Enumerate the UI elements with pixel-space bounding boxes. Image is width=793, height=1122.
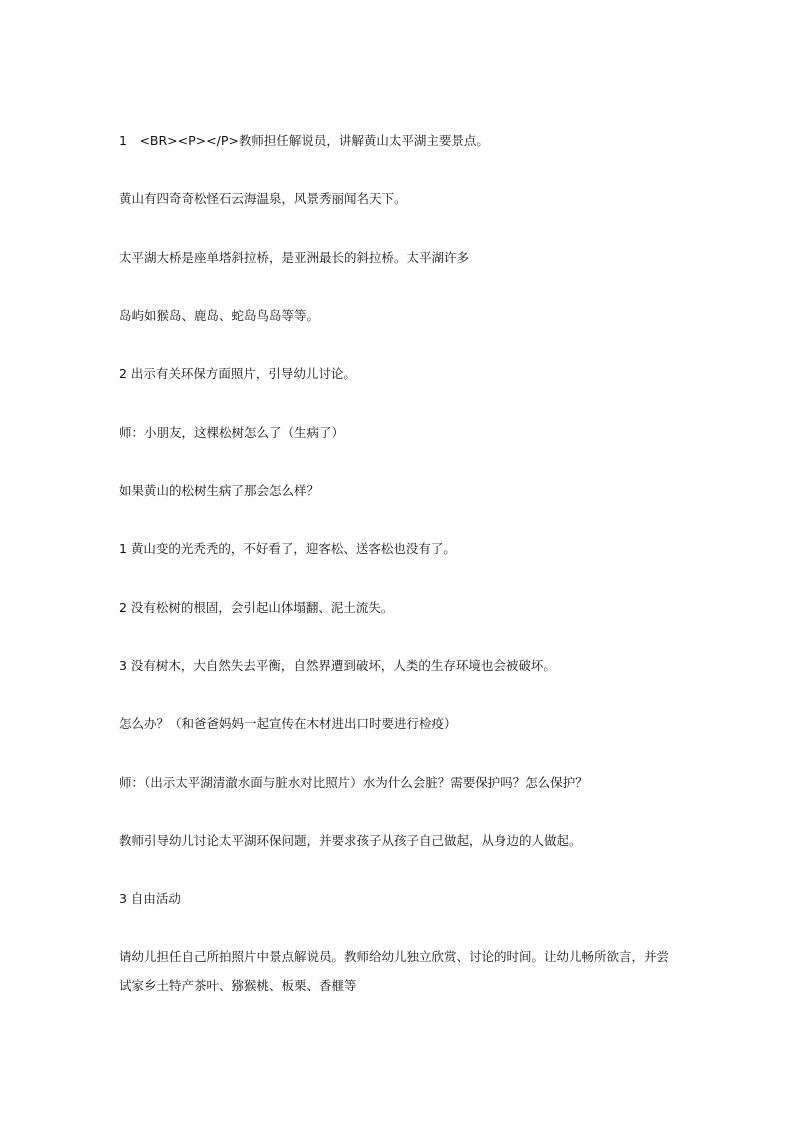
paragraph-12: 师：（出示太平湖清澈水面与脏水对比照片）水为什么会脏？需要保护吗？怎么保护？: [119, 775, 588, 790]
paragraph-6: 师：小朋友，这棵松树怎么了（生病了）: [119, 425, 345, 440]
paragraph-1: 1 <BR><P></P>教师担任解说员，讲解黄山太平湖主要景点。: [119, 133, 489, 148]
paragraph-9: 2 没有松树的根固，会引起山体塌翻、泥土流失。: [119, 600, 394, 615]
paragraph-8: 1 黄山变的光秃秃的，不好看了，迎客松、送客松也没有了。: [119, 541, 456, 556]
paragraph-2: 黄山有四奇奇松怪石云海温泉，风景秀丽闻名天下。: [119, 191, 407, 206]
paragraph-15: 请幼儿担任自己所拍照片中景点解说员。教师给幼儿独立欣赏、讨论的时间。让幼儿畅所欲言，并尝试家乡土特产茶叶、猕猴桃、板栗、香榧等: [119, 949, 670, 993]
paragraph-13: 教师引导幼儿讨论太平湖环保问题，并要求孩子从孩子自己做起，从身边的人做起。: [119, 833, 582, 848]
paragraph-4: 岛屿如猴岛、鹿岛、蛇岛鸟岛等等。: [119, 308, 320, 323]
paragraph-14: 3 自由活动: [119, 891, 181, 906]
paragraph-3: 太平湖大桥是座单塔斜拉桥，是亚洲最长的斜拉桥。太平湖许多: [119, 250, 470, 265]
paragraph-7: 如果黄山的松树生病了那会怎么样？: [119, 483, 320, 498]
paragraph-5: 2 出示有关环保方面照片，引导幼儿讨论。: [119, 366, 356, 381]
paragraph-10: 3 没有树木，大自然失去平衡，自然界遭到破坏，人类的生存环境也会被破坏。: [119, 658, 556, 673]
paragraph-11: 怎么办？（和爸爸妈妈一起宣传在木材进出口时要进行检疫）: [119, 716, 457, 731]
